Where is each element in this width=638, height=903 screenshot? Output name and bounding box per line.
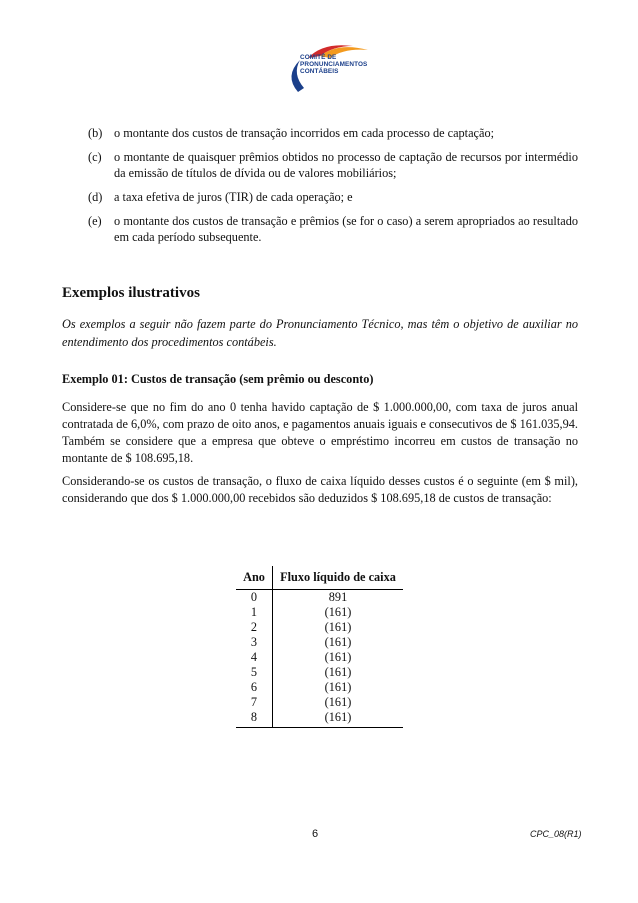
table-row bbox=[236, 590, 403, 606]
list-marker: (b) bbox=[88, 126, 103, 140]
list-item bbox=[88, 213, 578, 245]
table-row bbox=[236, 635, 403, 650]
cell-ano: 5 bbox=[250, 665, 258, 679]
table-row bbox=[236, 650, 403, 665]
cell-fluxo: (161) bbox=[273, 710, 404, 728]
logo-line-1: COMITÊ DE bbox=[300, 54, 337, 61]
list-marker: (e) bbox=[88, 214, 102, 228]
cell-fluxo: (161) bbox=[273, 665, 404, 680]
document-reference: CPC_08(R1) bbox=[530, 829, 582, 839]
cell-ano: 8 bbox=[236, 710, 273, 728]
table-row bbox=[236, 680, 403, 695]
cell-fluxo: (161) bbox=[273, 695, 404, 710]
list-text: o montante dos custos de transação e prêmios (se for o caso) a serem apropriados ao resultado em cada período subsequente. bbox=[114, 214, 578, 244]
cash-flow-table bbox=[236, 566, 403, 728]
table-row bbox=[236, 605, 403, 620]
table-row bbox=[236, 665, 403, 680]
list-marker: (c) bbox=[88, 150, 102, 164]
cell-ano: 3 bbox=[250, 635, 258, 649]
table-header-row bbox=[236, 566, 403, 590]
cell-ano: 7 bbox=[250, 695, 258, 709]
list-item bbox=[88, 125, 578, 141]
cell-ano: 0 bbox=[250, 590, 258, 604]
cell-ano: 6 bbox=[250, 680, 258, 694]
table-row bbox=[236, 620, 403, 635]
table-row bbox=[236, 710, 403, 728]
cell-fluxo: (161) bbox=[273, 650, 404, 665]
cell-fluxo: 891 bbox=[273, 590, 404, 606]
logo-text bbox=[300, 54, 367, 75]
cpc-logo bbox=[278, 40, 388, 102]
logo-line-2: PRONUNCIAMENTOS bbox=[300, 61, 368, 68]
table-row bbox=[236, 695, 403, 710]
cell-ano: 1 bbox=[250, 605, 258, 619]
section-title: Exemplos ilustrativos bbox=[62, 285, 200, 301]
example-paragraph-2: Considerando-se os custos de transação, o fluxo de caixa líquido desses custos é o seguinte (em $ mil), considerando que dos $ 1.000.000,00 recebidos são deduzidos $ 108.695,18 de custos de transação: bbox=[62, 474, 578, 505]
list-text: o montante de quaisquer prêmios obtidos no processo de captação de recursos por intermédio da emissão de títulos de dívida ou de valores mobiliários; bbox=[114, 150, 578, 180]
list-text: o montante dos custos de transação incorridos em cada processo de captação; bbox=[114, 126, 495, 140]
disclosure-list bbox=[88, 125, 578, 253]
list-item bbox=[88, 149, 578, 181]
list-marker: (d) bbox=[88, 190, 103, 204]
example-paragraph-1: Considere-se que no fim do ano 0 tenha havido captação de $ 1.000.000,00, com taxa de juros anual contratada de 6,0%, com prazo de oito anos, e pagamentos anuais iguais e consecutivos de $ 161.035,94. Também se considere que a empresa que obteve o empréstimo incorreu em custos de transação no montante de $ 108.695,18. bbox=[62, 400, 578, 465]
list-text: a taxa efetiva de juros (TIR) de cada operação; e bbox=[114, 190, 353, 204]
cell-fluxo: (161) bbox=[273, 635, 404, 650]
page-number: 6 bbox=[312, 828, 319, 840]
example-title: Exemplo 01: Custos de transação (sem prêmio ou desconto) bbox=[62, 372, 374, 386]
cell-fluxo: (161) bbox=[273, 620, 404, 635]
column-header-ano: Ano bbox=[236, 566, 273, 590]
intro-paragraph: Os exemplos a seguir não fazem parte do Pronunciamento Técnico, mas têm o objetivo de auxiliar no entendimento dos procedimentos contábeis. bbox=[62, 317, 578, 349]
list-item bbox=[88, 189, 578, 205]
cell-ano: 2 bbox=[250, 620, 258, 634]
cell-fluxo: (161) bbox=[273, 605, 404, 620]
logo-line-3: CONTÁBEIS bbox=[300, 68, 339, 75]
column-header-fluxo: Fluxo líquido de caixa bbox=[273, 566, 404, 590]
cell-fluxo: (161) bbox=[273, 680, 404, 695]
cell-ano: 4 bbox=[250, 650, 258, 664]
